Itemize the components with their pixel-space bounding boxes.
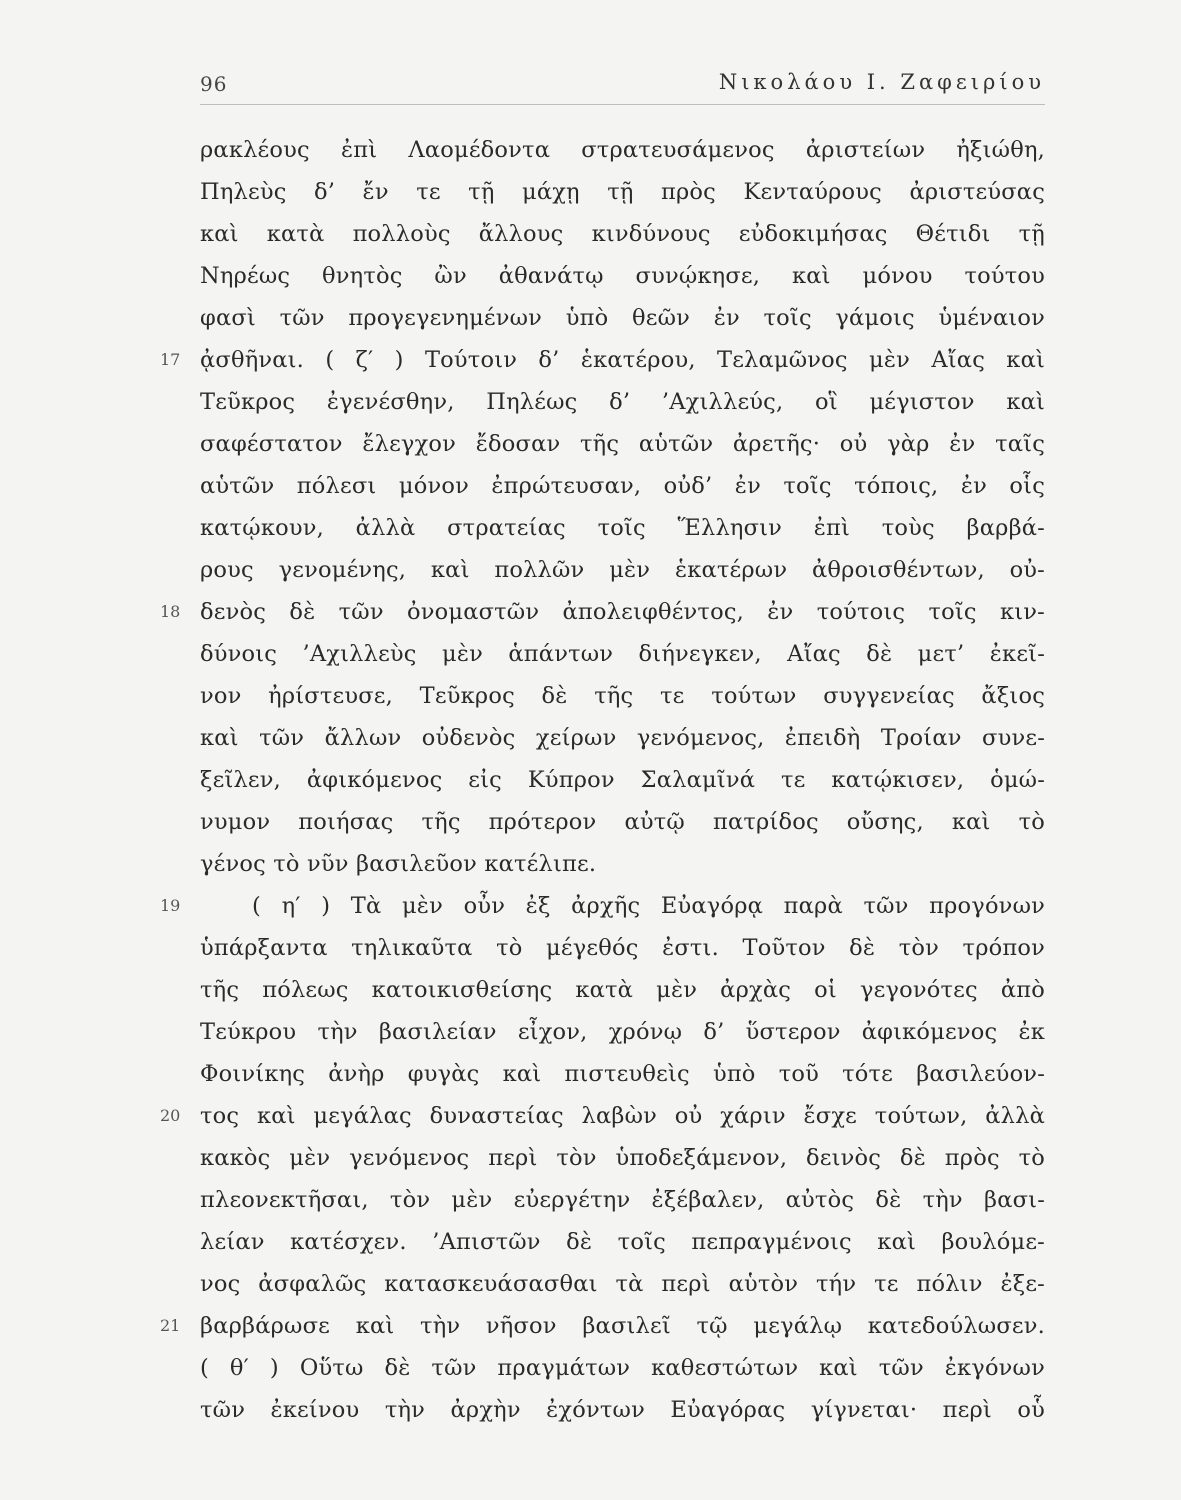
text-line: πλεονεκτῆσαι, τὸν μὲν εὐεργέτην ἐξέβαλεν, αὐτὸς δὲ τὴν βασι- bbox=[200, 1187, 1045, 1213]
text-line: νον ἠρίστευσε, Τεῦκρος δὲ τῆς τε τούτων συγγενείας ἄξιος bbox=[200, 683, 1045, 709]
text-line: Τεῦκρος ἐγενέσθην, Πηλέως δ’ ’Αχιλλεύς, οἳ μέγιστον καὶ bbox=[200, 389, 1045, 415]
text-line: φασὶ τῶν προγεγενημένων ὑπὸ θεῶν ἐν τοῖς γάμοις ὑμέναιον bbox=[200, 305, 1045, 331]
text-line: ᾀσθῆναι. ( ζ′ ) Τούτοιν δ’ ἑκατέρου, Τελαμῶνος μὲν Αἴας καὶ bbox=[200, 347, 1045, 373]
text-line: ( η′ ) Τὰ μὲν οὖν ἐξ ἀρχῆς Εὐαγόρᾳ παρὰ τῶν προγόνων bbox=[252, 893, 1045, 919]
text-line: ρακλέους ἐπὶ Λαομέδοντα στρατευσάμενος ἀριστείων ἠξιώθη, bbox=[200, 137, 1045, 163]
page-header bbox=[200, 62, 1045, 106]
text-line: αὑτῶν πόλεσι μόνον ἐπρώτευσαν, οὐδ’ ἐν τοῖς τόποις, ἐν οἷς bbox=[200, 473, 1045, 499]
text-line: Πηλεὺς δ’ ἔν τε τῇ μάχῃ τῇ πρὸς Κενταύρους ἀριστεύσας bbox=[200, 179, 1045, 205]
text-line: κατῴκουν, ἀλλὰ στρατείας τοῖς Ἕλλησιν ἐπὶ τοὺς βαρβά- bbox=[200, 515, 1045, 541]
text-line: λείαν κατέσχεν. ’Απιστῶν δὲ τοῖς πεπραγμένοις καὶ βουλόμε- bbox=[200, 1229, 1045, 1255]
margin-number: 18 bbox=[160, 602, 181, 621]
text-line: ξεῖλεν, ἀφικόμενος εἰς Κύπρον Σαλαμῖνά τε κατῴκισεν, ὁμώ- bbox=[200, 767, 1045, 793]
text-line: Φοινίκης ἀνὴρ φυγὰς καὶ πιστευθεὶς ὑπὸ τοῦ τότε βασιλεύον- bbox=[200, 1061, 1045, 1087]
margin-number: 19 bbox=[160, 896, 181, 915]
text-line: σαφέστατον ἔλεγχον ἔδοσαν τῆς αὑτῶν ἀρετῆς· οὐ γὰρ ἐν ταῖς bbox=[200, 431, 1045, 457]
text-line: Νηρέως θνητὸς ὢν ἀθανάτῳ συνῴκησε, καὶ μόνου τούτου bbox=[200, 263, 1045, 289]
text-line: νυμον ποιήσας τῆς πρότερον αὐτῷ πατρίδος οὔσης, καὶ τὸ bbox=[200, 809, 1045, 835]
text-line: τῶν ἐκείνου τὴν ἀρχὴν ἐχόντων Εὐαγόρας γίγνεται· περὶ οὗ bbox=[200, 1397, 1045, 1423]
text-line: τος καὶ μεγάλας δυναστείας λαβὼν οὐ χάριν ἔσχε τούτων, ἀλλὰ bbox=[200, 1103, 1045, 1129]
text-line: βαρβάρωσε καὶ τὴν νῆσον βασιλεῖ τῷ μεγάλῳ κατεδούλωσεν. bbox=[200, 1313, 1045, 1339]
margin-number: 17 bbox=[160, 350, 181, 369]
text-line: ( θ′ ) Οὕτω δὲ τῶν πραγμάτων καθεστώτων καὶ τῶν ἐκγόνων bbox=[200, 1355, 1045, 1381]
text-line: νος ἀσφαλῶς κατασκευάσασθαι τὰ περὶ αὑτὸν τήν τε πόλιν ἐξε- bbox=[200, 1271, 1045, 1297]
text-line: τῆς πόλεως κατοικισθείσης κατὰ μὲν ἀρχὰς οἱ γεγονότες ἀπὸ bbox=[200, 977, 1045, 1003]
margin-number: 20 bbox=[160, 1106, 181, 1125]
text-line: ὑπάρξαντα τηλικαῦτα τὸ μέγεθός ἐστι. Τοῦτον δὲ τὸν τρόπον bbox=[200, 935, 1045, 961]
text-line: καὶ κατὰ πολλοὺς ἄλλους κινδύνους εὐδοκιμήσας Θέτιδι τῇ bbox=[200, 221, 1045, 247]
margin-number: 21 bbox=[160, 1316, 181, 1335]
text-line: καὶ τῶν ἄλλων οὐδενὸς χείρων γενόμενος, ἐπειδὴ Τροίαν συνε- bbox=[200, 725, 1045, 751]
text-line: Τεύκρου τὴν βασιλείαν εἶχον, χρόνῳ δ’ ὕστερον ἀφικόμενος ἐκ bbox=[200, 1019, 1045, 1045]
text-line: κακὸς μὲν γενόμενος περὶ τὸν ὑποδεξάμενον, δεινὸς δὲ πρὸς τὸ bbox=[200, 1145, 1045, 1171]
text-line: δύνοις ’Αχιλλεὺς μὲν ἁπάντων διήνεγκεν, Αἴας δὲ μετ’ ἐκεῖ- bbox=[200, 641, 1045, 667]
text-line: δενὸς δὲ τῶν ὀνομαστῶν ἀπολειφθέντος, ἐν τούτοις τοῖς κιν- bbox=[200, 599, 1045, 625]
text-line: γένος τὸ νῦν βασιλεῦον κατέλιπε. bbox=[200, 851, 597, 877]
header-rule bbox=[200, 104, 1045, 105]
running-head: Νικολάου Ι. Ζαφειρίου bbox=[718, 70, 1045, 94]
text-line: ρους γενομένης, καὶ πολλῶν μὲν ἑκατέρων ἀθροισθέντων, οὐ- bbox=[200, 557, 1045, 583]
page-number: 96 bbox=[200, 72, 228, 96]
